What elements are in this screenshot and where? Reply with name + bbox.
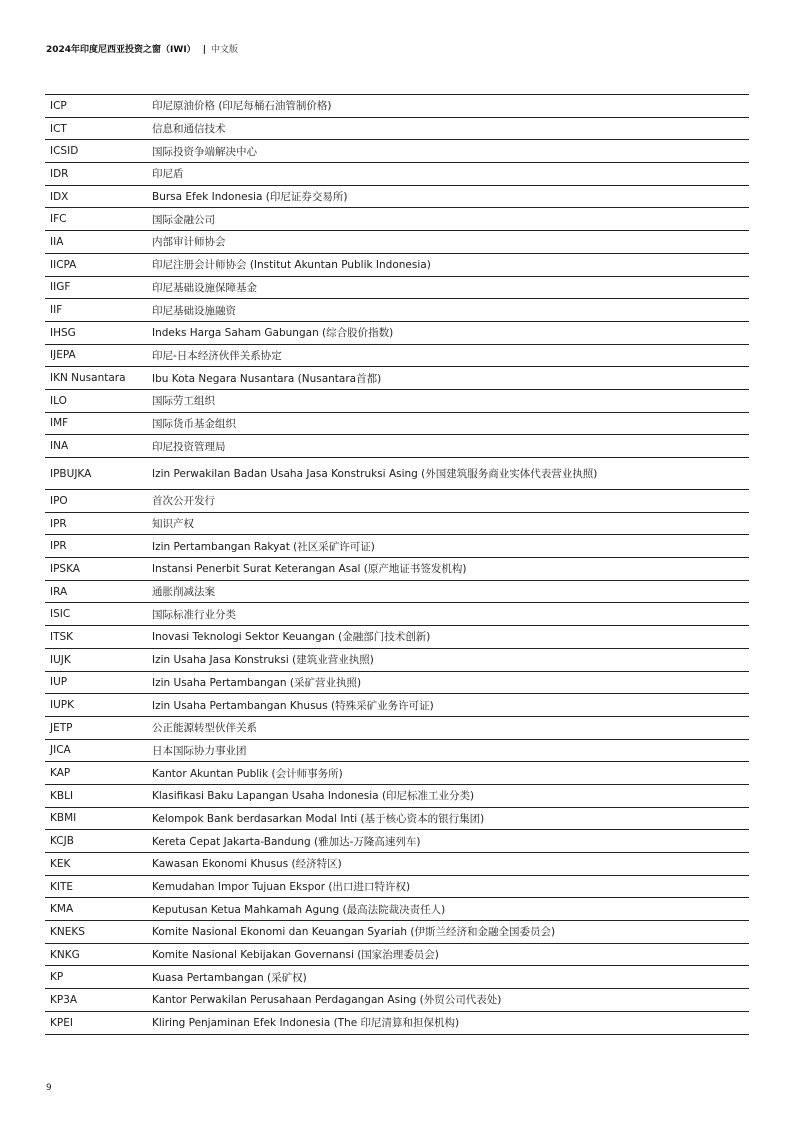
glossary-abbreviation: ICSID [50, 145, 79, 158]
glossary-definition: 印尼投资管理局 [152, 440, 226, 453]
glossary-abbreviation: KITE [50, 880, 74, 893]
glossary-abbreviation: IIA [50, 235, 64, 248]
glossary-abbreviation: IUPK [50, 699, 74, 712]
glossary-definition: Inovasi Teknologi Sektor Keuangan (金融部门技术创新) [152, 631, 431, 644]
glossary-definition: 通胀削减法案 [152, 586, 215, 599]
glossary-definition: 印尼盾 [152, 168, 184, 181]
glossary-row [45, 322, 749, 345]
glossary-abbreviation: KP3A [50, 993, 78, 1006]
glossary-row [45, 762, 749, 785]
glossary-definition: Kemudahan Impor Tujuan Ekspor (出口进口特许权) [152, 881, 411, 894]
glossary-row [45, 231, 749, 254]
glossary-abbreviation: IUP [50, 676, 68, 689]
glossary-abbreviation: IHSG [50, 326, 76, 339]
glossary-abbreviation: IMF [50, 417, 69, 430]
glossary-row [45, 785, 749, 808]
glossary-abbreviation: IIGF [50, 281, 71, 294]
glossary-abbreviation: JETP [50, 721, 73, 734]
page-number: 9 [46, 1083, 52, 1093]
glossary-abbreviation: KP [50, 971, 64, 984]
glossary-definition: 首次公开发行 [152, 495, 215, 508]
glossary-row [45, 876, 749, 899]
glossary-abbreviation: IPO [50, 494, 68, 507]
glossary-definition: 公正能源转型伙伴关系 [152, 722, 257, 735]
glossary-definition: Klasifikasi Baku Lapangan Usaha Indonesia (印尼标准工业分类) [152, 790, 475, 803]
glossary-abbreviation: IJEPA [50, 349, 76, 362]
glossary-abbreviation: KAP [50, 767, 71, 780]
glossary-row [45, 672, 749, 695]
glossary-row [45, 345, 749, 368]
glossary-row [45, 390, 749, 413]
glossary-definition: Izin Perwakilan Badan Usaha Jasa Konstruksi Asing (外国建筑服务商业实体代表营业执照) [152, 468, 598, 480]
glossary-row [45, 163, 749, 186]
glossary-row [45, 717, 749, 740]
glossary-abbreviation: KNEKS [50, 925, 85, 938]
glossary-definition: Kantor Perwakilan Perusahaan Perdagangan Asing (外贸公司代表处) [152, 994, 502, 1007]
glossary-abbreviation: KEK [50, 857, 71, 870]
glossary-definition: 印尼基础设施融资 [152, 304, 236, 317]
glossary-abbreviation: ILO [50, 394, 67, 407]
glossary-definition: 国际投资争端解决中心 [152, 145, 257, 158]
glossary-row [45, 299, 749, 322]
glossary-definition: 知识产权 [152, 518, 194, 531]
glossary-row [45, 140, 749, 163]
glossary-definition: Kantor Akuntan Publik (会计师事务所) [152, 767, 343, 780]
glossary-definition: Indeks Harga Saham Gabungan (综合股价指数) [152, 327, 394, 340]
document-title: 2024年印度尼西亚投资之窗（IWI） [46, 45, 196, 55]
glossary-row [45, 458, 749, 490]
glossary-definition: Izin Usaha Pertambangan (采矿营业执照) [152, 676, 362, 689]
glossary-abbreviation: IUJK [50, 653, 71, 666]
edition-label: 中文版 [210, 45, 238, 55]
glossary-row [45, 694, 749, 717]
glossary-row [45, 413, 749, 436]
glossary-abbreviation: IPSKA [50, 562, 80, 575]
glossary-row [45, 808, 749, 831]
glossary-row [45, 830, 749, 853]
glossary-row [45, 1012, 749, 1035]
glossary-row [45, 966, 749, 989]
glossary-table [45, 94, 749, 1035]
glossary-row [45, 740, 749, 763]
glossary-definition: 日本国际协力事业团 [152, 744, 247, 757]
glossary-abbreviation: KMA [50, 903, 74, 916]
glossary-row [45, 989, 749, 1012]
glossary-abbreviation: IDX [50, 190, 69, 203]
glossary-row [45, 254, 749, 277]
glossary-row [45, 921, 749, 944]
glossary-row [45, 581, 749, 604]
glossary-abbreviation: KBLI [50, 789, 74, 802]
glossary-definition: Bursa Efek Indonesia (印尼证券交易所) [152, 191, 348, 204]
glossary-definition: Komite Nasional Ekonomi dan Keuangan Syariah (伊斯兰经济和金融全国委员会) [152, 926, 556, 939]
glossary-row [45, 626, 749, 649]
glossary-abbreviation: IRA [50, 585, 68, 598]
glossary-row [45, 490, 749, 513]
glossary-row [45, 853, 749, 876]
glossary-definition: 国际货币基金组织 [152, 417, 236, 430]
glossary-abbreviation: ICP [50, 99, 67, 112]
glossary-abbreviation: IPR [50, 517, 67, 530]
glossary-abbreviation: ITSK [50, 630, 74, 643]
glossary-row [45, 944, 749, 967]
glossary-definition: 内部审计师协会 [152, 236, 226, 249]
glossary-abbreviation: IKN Nusantara [50, 372, 126, 385]
glossary-abbreviation: KCJB [50, 835, 74, 848]
glossary-abbreviation: JICA [50, 744, 71, 757]
glossary-definition: Izin Pertambangan Rakyat (社区采矿许可证) [152, 540, 375, 553]
glossary-abbreviation: IDR [50, 167, 69, 180]
glossary-row [45, 95, 749, 118]
glossary-abbreviation: ISIC [50, 608, 71, 621]
header-separator: | [202, 45, 206, 55]
glossary-definition: 国际标准行业分类 [152, 608, 236, 621]
glossary-definition: 国际劳工组织 [152, 395, 215, 408]
glossary-row [45, 435, 749, 458]
glossary-row [45, 603, 749, 626]
glossary-definition: Kereta Cepat Jakarta-Bandung (雅加达-万隆高速列车) [152, 835, 421, 848]
glossary-abbreviation: KBMI [50, 812, 77, 825]
glossary-row [45, 118, 749, 141]
glossary-abbreviation: KNKG [50, 948, 80, 961]
page-header [46, 43, 238, 57]
glossary-definition: Kelompok Bank berdasarkan Modal Inti (基于核心资本的银行集团) [152, 812, 485, 825]
glossary-row [45, 558, 749, 581]
glossary-definition: Instansi Penerbit Surat Keterangan Asal (原产地证书签发机构) [152, 563, 467, 576]
glossary-abbreviation: IIF [50, 304, 63, 317]
glossary-row [45, 186, 749, 209]
glossary-definition: Kliring Penjaminan Efek Indonesia (The 印尼清算和担保机构) [152, 1017, 460, 1030]
glossary-definition: Kuasa Pertambangan (采矿权) [152, 971, 307, 984]
glossary-row [45, 535, 749, 558]
glossary-definition: Komite Nasional Kebijakan Governansi (国家治理委员会) [152, 949, 439, 962]
glossary-definition: 印尼注册会计师协会 (Institut Akuntan Publik Indonesia) [152, 259, 431, 272]
glossary-row [45, 649, 749, 672]
glossary-definition: Keputusan Ketua Mahkamah Agung (最高法院裁决责任人) [152, 903, 446, 916]
glossary-definition: Izin Usaha Pertambangan Khusus (特殊采矿业务许可证) [152, 699, 434, 712]
glossary-abbreviation: IFC [50, 213, 67, 226]
glossary-definition: Ibu Kota Negara Nusantara (Nusantara首都) [152, 372, 382, 385]
glossary-definition: 印尼-日本经济伙伴关系协定 [152, 349, 282, 362]
glossary-definition: Izin Usaha Jasa Konstruksi (建筑业营业执照) [152, 654, 374, 667]
glossary-definition: 印尼原油价格 (印尼每桶石油管制价格) [152, 100, 332, 113]
glossary-abbreviation: IICPA [50, 258, 77, 271]
glossary-definition: 印尼基础设施保障基金 [152, 281, 257, 294]
glossary-row [45, 513, 749, 536]
glossary-abbreviation: IPR [50, 540, 67, 553]
glossary-abbreviation: IPBUJKA [50, 467, 92, 480]
glossary-abbreviation: KPEI [50, 1016, 73, 1029]
glossary-row [45, 277, 749, 300]
glossary-row [45, 367, 749, 390]
glossary-row [45, 898, 749, 921]
glossary-definition: Kawasan Ekonomi Khusus (经济特区) [152, 858, 342, 871]
glossary-abbreviation: ICT [50, 122, 67, 135]
glossary-abbreviation: INA [50, 440, 69, 453]
glossary-row [45, 208, 749, 231]
glossary-definition: 国际金融公司 [152, 213, 215, 226]
glossary-definition: 信息和通信技术 [152, 123, 226, 136]
